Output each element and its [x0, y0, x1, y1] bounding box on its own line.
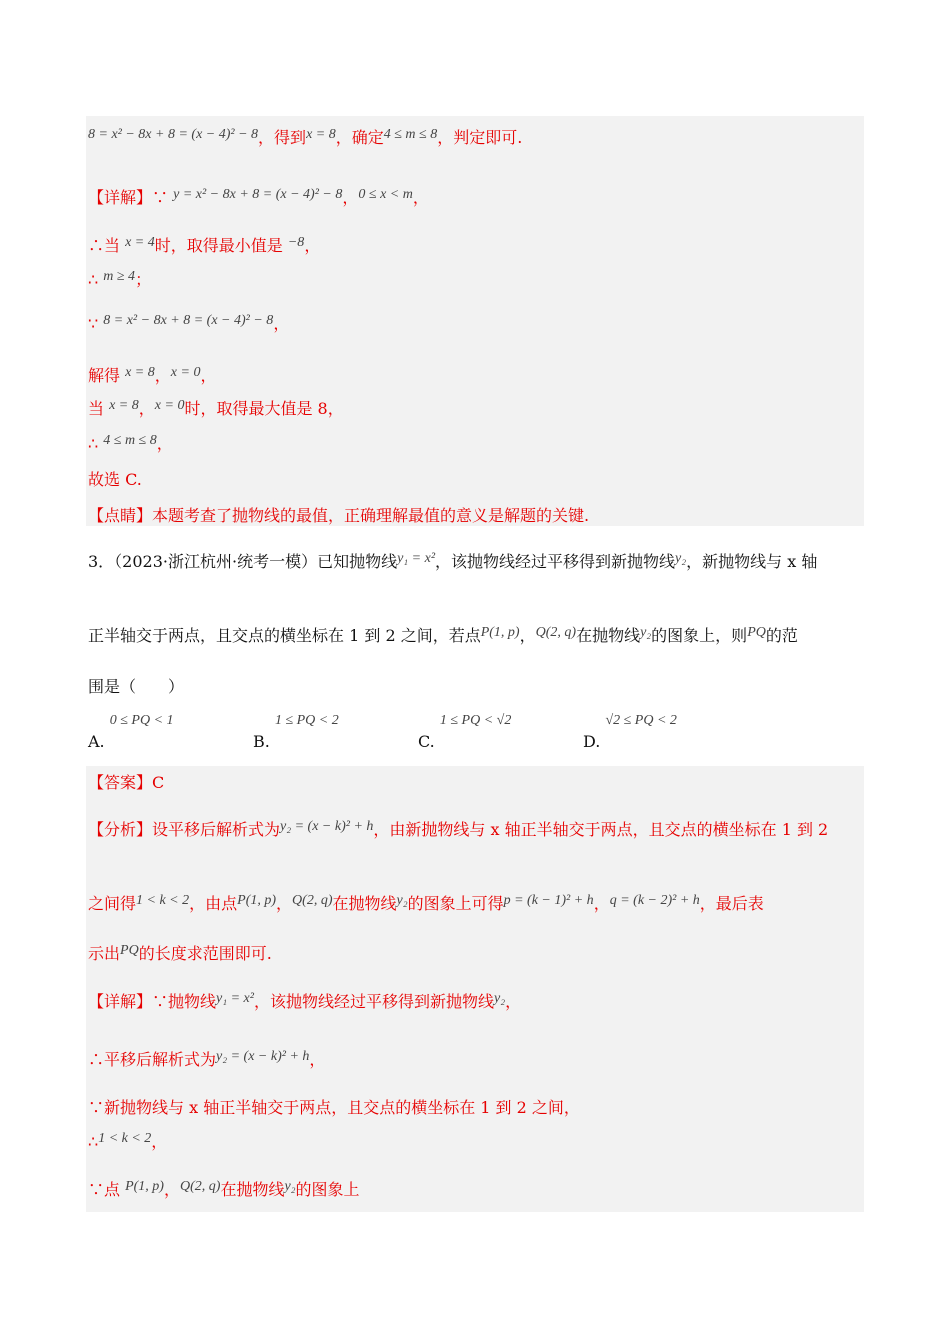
- analysis-tag: 【分析】: [88, 820, 153, 839]
- math-expr: 4 ≤ m ≤ 8: [103, 433, 157, 448]
- option-label: C.: [418, 732, 435, 751]
- option-d[interactable]: [583, 713, 677, 751]
- text: ，: [309, 1050, 326, 1069]
- math-expr: 4 ≤ m ≤ 8: [383, 127, 438, 142]
- detail-line-4: [88, 314, 289, 336]
- text: 3．（2023·浙江杭州·统考一模）已知抛物线: [88, 552, 398, 571]
- text: ，: [519, 626, 536, 645]
- text: 本题考查了抛物线的最值，正确理解最值的意义是解题的关键.: [152, 506, 590, 525]
- comment-line: [88, 506, 589, 526]
- detail2-line-1: [88, 992, 521, 1014]
- text: 正半轴交于两点，且交点的横坐标在 1 到 2 之间，若点: [88, 626, 481, 645]
- comment-tag: 【点睛】: [88, 506, 153, 525]
- text: ，: [151, 1132, 168, 1151]
- text: ，: [156, 434, 173, 453]
- detail-line-2: [88, 236, 320, 258]
- text: 示出: [88, 944, 121, 963]
- text: ，: [304, 236, 321, 255]
- math-expr: 8 = x² − 8x + 8 = (x − 4)² − 8: [88, 127, 259, 142]
- math-expr: 8 = x² − 8x + 8 = (x − 4)² − 8: [103, 313, 274, 328]
- text: ，: [154, 366, 171, 385]
- math-expr: q = (k − 2)² + h: [609, 893, 700, 908]
- detail-line-6: [88, 399, 344, 421]
- detail2-line-5: [88, 1180, 360, 1202]
- math-expr: y₂: [640, 625, 652, 640]
- math-expr: P(1, p): [125, 1179, 164, 1194]
- text: ，新抛物线与 x 轴: [686, 552, 818, 571]
- text: ，: [138, 399, 155, 418]
- detail-tag: 【详解】: [88, 992, 153, 1011]
- math-expr: P(1, p): [237, 893, 277, 908]
- math-expr: y₂: [396, 893, 408, 908]
- text: ，: [273, 314, 290, 333]
- text: 解得: [88, 366, 126, 385]
- text: ，: [200, 366, 217, 385]
- math-expr: x = 4: [125, 235, 155, 250]
- text: ；: [135, 270, 152, 289]
- text: 时，取得最大值是 8，: [184, 399, 344, 418]
- text: 的图象上，则: [651, 626, 748, 645]
- text: ∵: [152, 188, 174, 207]
- text: ，由点: [189, 894, 238, 913]
- text: ∴: [88, 434, 104, 453]
- option-math: 1 ≤ PQ < √2: [439, 713, 512, 728]
- detail-line-3: [88, 270, 151, 292]
- detail-line-5: [88, 366, 216, 388]
- text: ∴平移后解析式为: [88, 1050, 217, 1069]
- text: ，: [342, 188, 359, 207]
- math-expr: y₂: [284, 1179, 296, 1194]
- analysis2-line-3: [88, 944, 272, 966]
- option-math: √2 ≤ PQ < 2: [605, 713, 677, 728]
- text: ∴: [88, 270, 104, 289]
- text: 在抛物线: [220, 1180, 285, 1199]
- answer-line: [88, 773, 164, 793]
- text: 的图象上: [295, 1180, 360, 1199]
- text: ，由新抛物线与 x 轴正半轴交于两点，且交点的横坐标在 1 到 2: [373, 820, 829, 839]
- text: ，: [163, 1180, 180, 1199]
- math-expr: y₂ = (x − k)² + h: [280, 819, 374, 834]
- analysis2-line-1: [88, 820, 828, 842]
- math-expr: −8: [287, 235, 305, 250]
- question-line-2: [88, 626, 798, 648]
- math-expr: x = 0: [170, 365, 201, 380]
- option-math: 1 ≤ PQ < 2: [274, 713, 339, 728]
- detail2-line-4: [88, 1132, 167, 1154]
- text: ，: [276, 894, 293, 913]
- option-label: D.: [583, 732, 601, 751]
- math-expr: y₁ = x²: [397, 551, 436, 566]
- math-expr: x = 8: [109, 398, 139, 413]
- text: ∵点: [88, 1180, 126, 1199]
- math-expr: y₂: [675, 551, 687, 566]
- text: ∴: [88, 1132, 99, 1151]
- math-expr: x = 0: [154, 398, 185, 413]
- text: ，: [593, 894, 610, 913]
- math-expr: y = x² − 8x + 8 = (x − 4)² − 8: [173, 187, 343, 202]
- math-expr: P(1, p): [480, 625, 520, 640]
- math-expr: 0 ≤ x < m: [358, 187, 413, 202]
- text: 当: [88, 399, 110, 418]
- text: 时，取得最小值是: [154, 236, 288, 255]
- math-expr: x = 8: [306, 127, 336, 142]
- math-expr: Q(2, q): [292, 893, 333, 908]
- option-c[interactable]: [418, 713, 512, 751]
- detail-tag: 【详解】: [88, 188, 153, 207]
- text: 的图象上可得: [407, 894, 504, 913]
- math-expr: x = 8: [125, 365, 155, 380]
- math-expr: m ≥ 4: [103, 269, 136, 284]
- text: ，该抛物线经过平移得到新抛物线: [253, 992, 494, 1011]
- detail2-line-2: [88, 1050, 325, 1072]
- detail-line-1: [88, 188, 429, 210]
- text: 设平移后解析式为: [152, 820, 281, 839]
- text: ，得到: [258, 128, 307, 147]
- option-b[interactable]: [253, 713, 339, 751]
- math-expr: 1 < k < 2: [98, 1131, 152, 1146]
- text: ，判定即可.: [437, 128, 523, 147]
- text: ∵抛物线: [152, 992, 217, 1011]
- math-expr: y₂: [494, 991, 506, 1006]
- text: ，该抛物线经过平移得到新抛物线: [435, 552, 676, 571]
- math-expr: 1 < k < 2: [136, 893, 190, 908]
- detail2-line-3: ∵新抛物线与 x 轴正半轴交于两点，且交点的横坐标在 1 到 2 之间，: [88, 1098, 580, 1117]
- question-line-1: [88, 552, 817, 574]
- text: 的范: [765, 626, 798, 645]
- math-expr: Q(2, q): [535, 625, 577, 640]
- text: 在抛物线: [576, 626, 641, 645]
- math-expr: y₂ = (x − k)² + h: [216, 1049, 310, 1064]
- math-expr: p = (k − 1)² + h: [503, 893, 594, 908]
- option-label: A.: [88, 732, 105, 751]
- text: ，最后表: [699, 894, 764, 913]
- text: 之间得: [88, 894, 137, 913]
- detail-line-7: [88, 434, 173, 456]
- option-label: B.: [253, 732, 270, 751]
- question-line-3: 围是（ ）: [88, 677, 185, 696]
- answer-tag: 【答案】: [88, 773, 153, 792]
- text: ，: [505, 992, 522, 1011]
- text: ，: [412, 188, 429, 207]
- text: 在抛物线: [332, 894, 397, 913]
- text: ∵: [88, 314, 104, 333]
- detail-line-8: 故选 C.: [88, 470, 142, 489]
- text: ，确定: [335, 128, 384, 147]
- text: 的长度求范围即可.: [138, 944, 272, 963]
- answer-value: C: [152, 773, 165, 792]
- option-a[interactable]: [88, 713, 174, 751]
- math-expr: Q(2, q): [180, 1179, 221, 1194]
- analysis-line-1: [88, 128, 522, 150]
- math-expr: y₁ = x²: [216, 991, 254, 1006]
- analysis2-line-2: [88, 894, 764, 916]
- option-math: 0 ≤ PQ < 1: [109, 713, 174, 728]
- math-expr: PQ: [120, 943, 139, 958]
- math-expr: PQ: [747, 625, 766, 640]
- text: ∴当: [88, 236, 126, 255]
